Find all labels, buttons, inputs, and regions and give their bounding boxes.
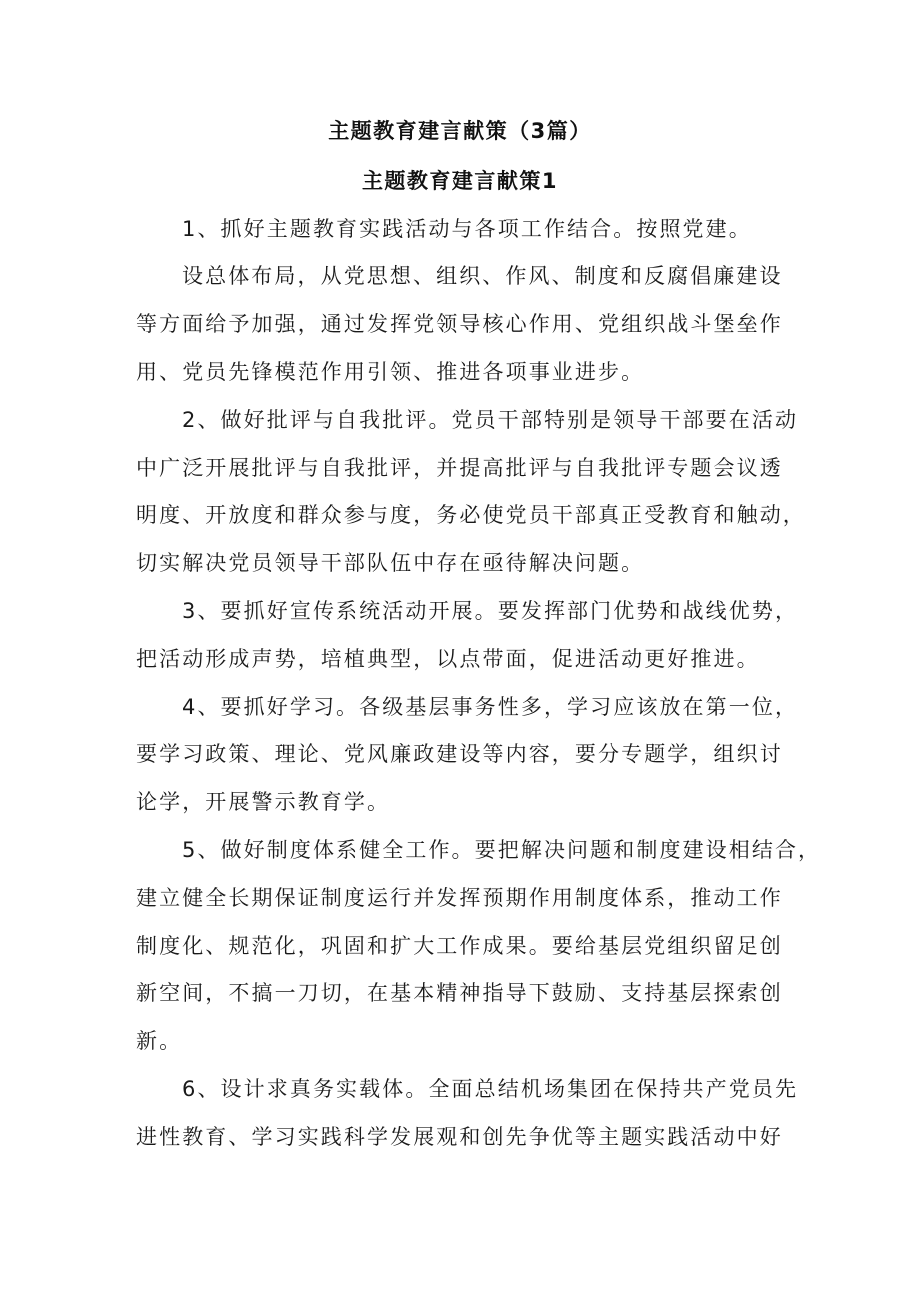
paragraph-4-line-1: 4、要抓好学习。各级基层事务性多，学习应该放在第一位， (182, 695, 799, 719)
paragraph-3-line-1: 3、要抓好宣传系统活动开展。要发挥部门优势和战线优势， (182, 599, 799, 623)
paragraph-2-line-2: 中广泛开展批评与自我批评，并提高批评与自我批评专题会议透 (136, 456, 783, 480)
paragraph-3-line-2: 把活动形成声势，培植典型，以点带面，促进活动更好推进。 (136, 647, 760, 671)
paragraph-1b-line-1: 设总体布局，从党思想、组织、作风、制度和反腐倡廉建设 (182, 264, 783, 288)
paragraph-4-line-2: 要学习政策、理论、党风廉政建设等内容，要分专题学，组织讨 (136, 742, 783, 766)
paragraph-2-line-1: 2、做好批评与自我批评。党员干部特别是领导干部要在活动 (182, 408, 799, 432)
paragraph-2-line-4: 切实解决党员领导干部队伍中存在亟待解决问题。 (136, 551, 645, 575)
paragraph-5-line-1: 5、做好制度体系健全工作。要把解决问题和制度建设相结合， (182, 838, 822, 862)
paragraph-6-line-2: 进性教育、学习实践科学发展观和创先争优等主题实践活动中好 (136, 1125, 783, 1149)
paragraph-1-line-1: 1、抓好主题教育实践活动与各项工作结合。按照党建。 (182, 217, 752, 241)
document-title: 主题教育建言献策（3篇） (328, 119, 592, 143)
paragraph-5-line-3: 制度化、规范化，巩固和扩大工作成果。要给基层党组织留足创 (136, 934, 783, 958)
paragraph-5-line-5: 新。 (136, 1029, 183, 1053)
paragraph-6-line-1: 6、设计求真务实载体。全面总结机场集团在保持共产党员先 (182, 1077, 799, 1101)
document-subtitle: 主题教育建言献策1 (361, 169, 559, 193)
paragraph-1b-line-2: 等方面给予加强，通过发挥党领导核心作用、党组织战斗堡垒作 (136, 312, 783, 336)
paragraph-4-line-3: 论学，开展警示教育学。 (136, 790, 391, 814)
paragraph-5-line-4: 新空间，不搞一刀切，在基本精神指导下鼓励、支持基层探索创 (136, 981, 783, 1005)
paragraph-2-line-3: 明度、开放度和群众参与度，务必使党员干部真正受教育和触动， (136, 503, 806, 527)
paragraph-1b-line-3: 用、党员先锋模范作用引领、推进各项事业进步。 (136, 360, 645, 384)
paragraph-5-line-2: 建立健全长期保证制度运行并发挥预期作用制度体系，推动工作 (136, 886, 783, 910)
